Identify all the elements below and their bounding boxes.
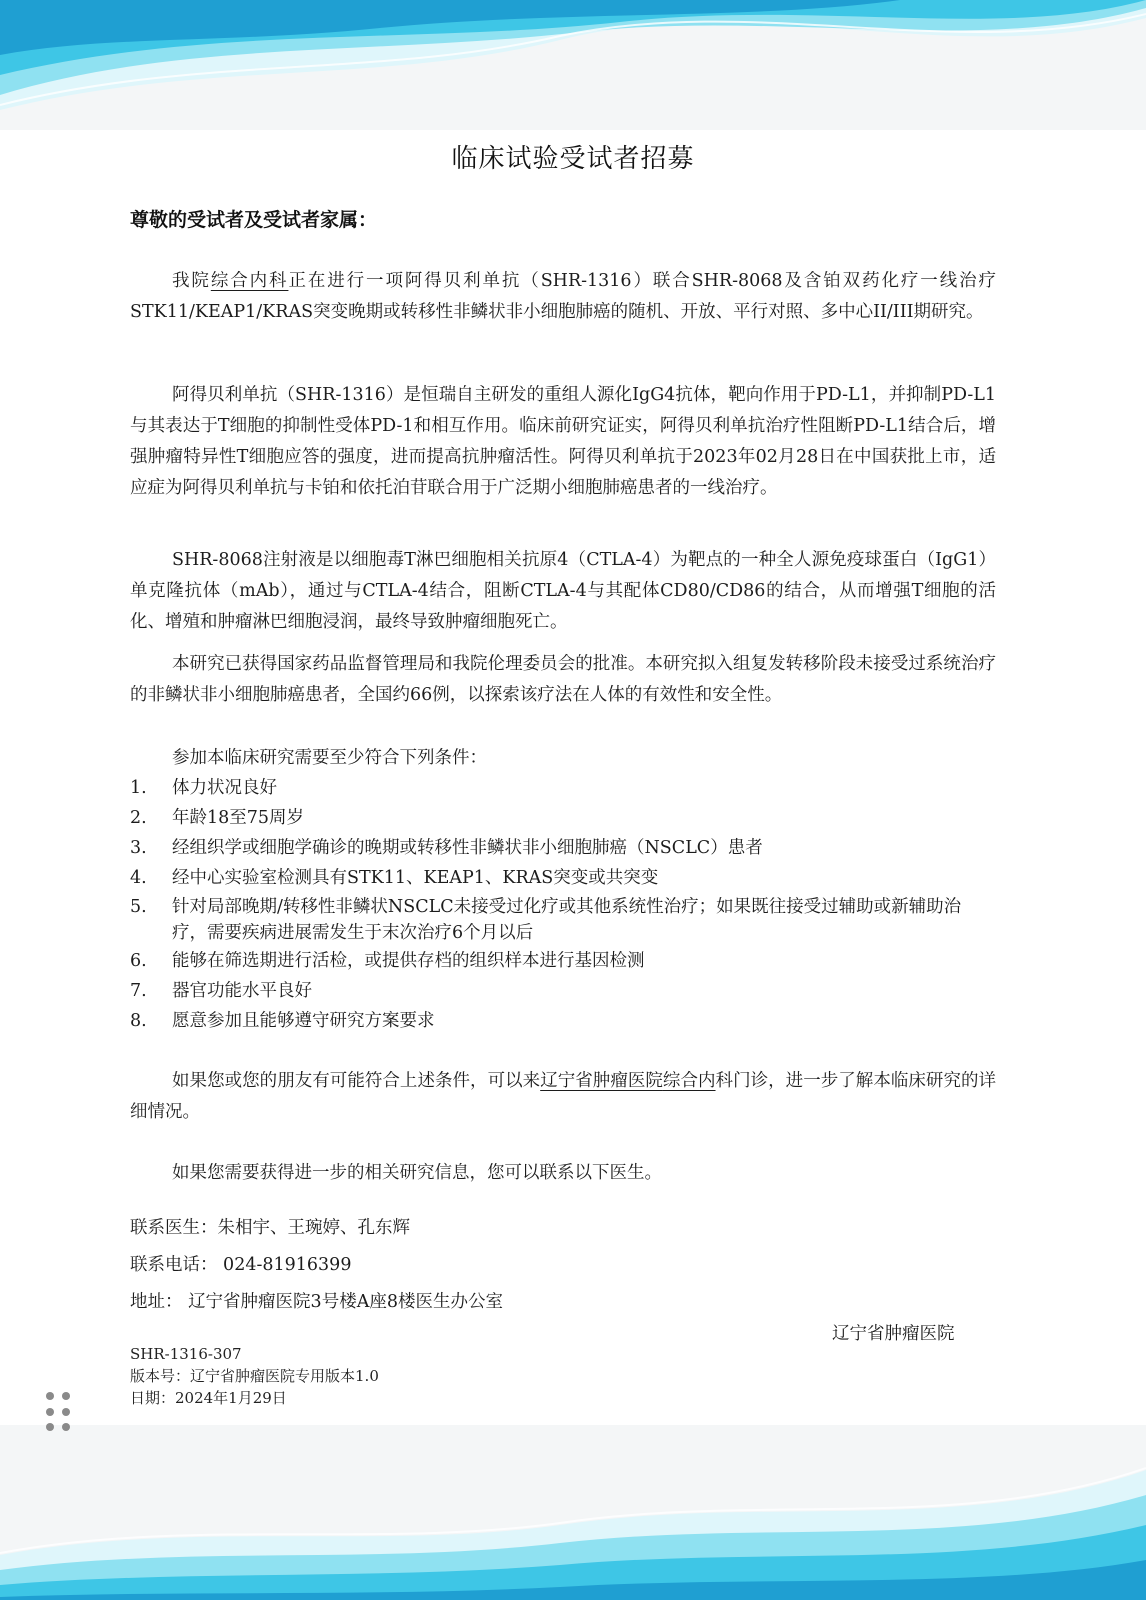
salutation: 尊敬的受试者及受试者家属：: [130, 209, 378, 231]
intro-before: 我院: [172, 271, 211, 291]
contact-address: 地址： 辽宁省肿瘤医院3号楼A座8楼医生办公室: [130, 1292, 503, 1312]
list-item-text: 年龄18至75周岁: [172, 808, 305, 828]
drag-dot: [62, 1423, 70, 1431]
drag-dot: [46, 1423, 54, 1431]
contact-phone[interactable]: 联系电话： 024-81916399: [130, 1255, 352, 1275]
contact-doctors: 联系医生：朱相宇、王琬婷、孔东辉: [130, 1218, 410, 1238]
list-item-text: 经组织学或细胞学确诊的晚期或转移性非鳞状非小细胞肺癌（NSCLC）患者: [172, 838, 763, 858]
invite-hospital: 辽宁省肿瘤医院: [540, 1071, 663, 1091]
signature-hospital: 辽宁省肿瘤医院: [832, 1324, 955, 1344]
list-item-number: 5.: [130, 897, 147, 917]
shr8068-description-paragraph: SHR-8068注射液是以细胞毒T淋巴细胞相关抗原4（CTLA-4）为靶点的一种全人源免疫球蛋白（IgG1）单克隆抗体（mAb），通过与CTLA-4结合，阻断CTLA-4与其配体CD80/CD86的结合，从而增强T细胞的活化、增殖和肿瘤淋巴细胞浸润，最终导致肿瘤细胞死亡。: [130, 550, 996, 632]
invitation-paragraph: [130, 1066, 996, 1128]
list-item: [130, 977, 996, 1006]
drag-dot: [62, 1408, 70, 1416]
list-item-number: 2.: [130, 808, 147, 828]
drag-handle-icon[interactable]: [42, 1390, 78, 1436]
protocol-number: SHR-1316-307: [130, 1345, 242, 1363]
list-item: [130, 894, 996, 946]
version-number: 版本号：辽宁省肿瘤医院专用版本1.0: [130, 1367, 379, 1385]
list-item-text: 针对局部晚期/转移性非鳞状NSCLC未接受过化疗或其他系统性治疗；如果既往接受过辅助或新辅助治疗，需要疾病进展需发生于末次治疗6个月以后: [172, 897, 962, 943]
invite-department: 综合内: [662, 1071, 716, 1091]
list-item: [130, 834, 996, 863]
document-date: 日期：2024年1月29日: [130, 1389, 287, 1407]
list-item-text: 能够在筛选期进行活检，或提供存档的组织样本进行基因检测: [172, 951, 645, 971]
footer-meta: [130, 1343, 379, 1409]
approval-paragraph: 本研究已获得国家药品监督管理局和我院伦理委员会的批准。本研究拟入组复发转移阶段未接受过系统治疗的非鳞状非小细胞肺癌患者，全国约66例，以探索该疗法在人体的有效性和安全性。: [130, 654, 996, 705]
list-item-text: 经中心实验室检测具有STK11、KEAP1、KRAS突变或共突变: [172, 868, 659, 888]
list-item: [130, 1007, 996, 1036]
drug-description-paragraph: 阿得贝利单抗（SHR-1316）是恒瑞自主研发的重组人源化IgG4抗体，靶向作用于PD-L1，并抑制PD-L1与其表达于T细胞的抑制性受体PD-1和相互作用。临床前研究证实，阿得贝利单抗治疗性阻断PD-L1结合后，增强肿瘤特异性T细胞应答的强度，进而提高抗肿瘤活性。阿得贝利单抗于2023年02月28日在中国获批上市，适应症为阿得贝利单抗与卡铂和依托泊苷联合用于广泛期小细胞肺癌患者的一线治疗。: [130, 385, 996, 498]
list-item: [130, 804, 996, 833]
list-item: [130, 864, 996, 893]
list-item: [130, 774, 996, 803]
intro-after: 正在进行一项阿得贝利单抗（SHR-1316）联合SHR-8068及含铂双药化疗一线治疗STK11/KEAP1/KRAS突变晚期或转移性非鳞状非小细胞肺癌的随机、开放、平行对照、多中心II/III期研究。: [130, 271, 997, 322]
list-item-text: 器官功能水平良好: [172, 981, 312, 1001]
drag-dot: [62, 1392, 70, 1400]
requirements-list: [130, 774, 996, 1037]
contact-intro: 如果您需要获得进一步的相关研究信息，您可以联系以下医生。: [172, 1163, 662, 1183]
list-item-number: 3.: [130, 838, 147, 858]
list-item-number: 4.: [130, 868, 147, 888]
invite-before: 如果您或您的朋友有可能符合上述条件，可以来: [172, 1071, 541, 1091]
list-item-number: 6.: [130, 951, 147, 971]
requirements-intro: 参加本临床研究需要至少符合下列条件：: [172, 748, 487, 768]
drag-dot: [46, 1392, 54, 1400]
list-item-number: 1.: [130, 778, 147, 798]
intro-paragraph: [130, 266, 996, 328]
document-title: 临床试验受试者招募: [451, 144, 695, 174]
list-item-number: 8.: [130, 1011, 147, 1031]
invite-after: 科门诊，进一步了解本临床研究的详细情况。: [130, 1071, 997, 1122]
intro-department: 综合内科: [210, 271, 289, 291]
list-item-text: 体力状况良好: [172, 778, 277, 798]
list-item-number: 7.: [130, 981, 147, 1001]
drag-dot: [46, 1408, 54, 1416]
list-item-text: 愿意参加且能够遵守研究方案要求: [172, 1011, 435, 1031]
list-item: [130, 947, 996, 976]
